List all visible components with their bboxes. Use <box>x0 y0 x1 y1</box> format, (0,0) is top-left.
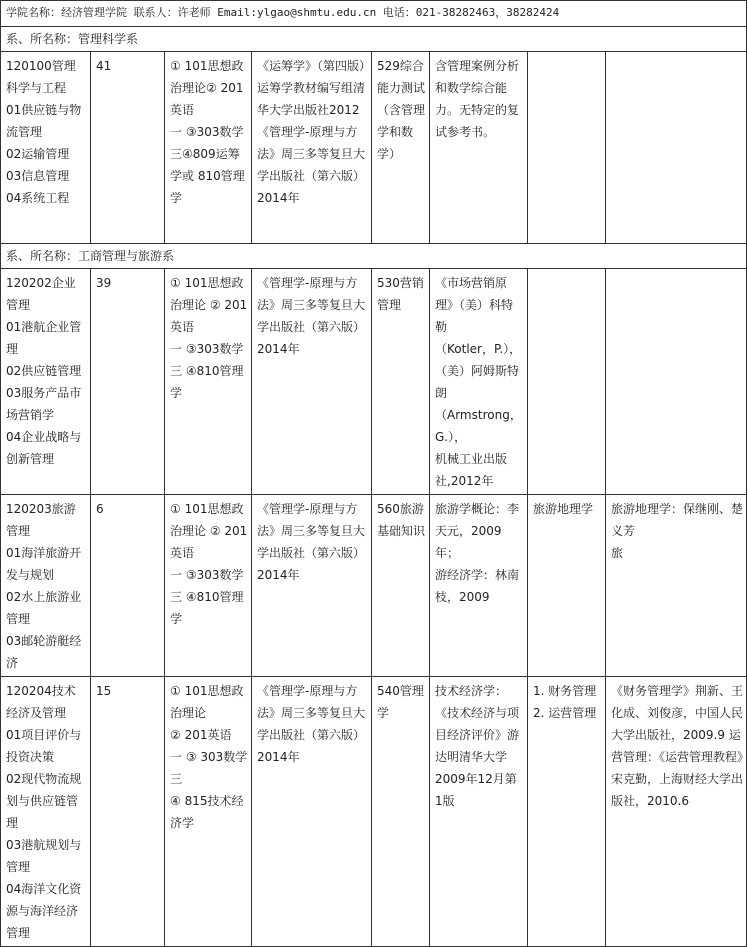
reference-books-cell <box>252 677 372 947</box>
exam-line: 一 ③303数学三④809运筹学或 810管理学 <box>170 125 245 205</box>
exam-subjects-cell <box>165 269 252 495</box>
extra-books-cell <box>606 495 747 677</box>
book-line: 《管理学-原理与方法》周三多等复旦大学出版社（第六版）2014年 <box>257 276 366 356</box>
major-line: 120202企业管理 <box>6 276 76 312</box>
extra-book-line: 《财务管理学》荆新、王化成、刘俊彦，中国人民大学出版社，2009.9 运营管理：《运营管理教程》宋克勤，上海财经大学出版社，2010.6 <box>611 684 744 808</box>
major-line: 01供应链与物流管理 <box>6 103 82 139</box>
exam-line: ① 101思想政治理论 ② 201英语 <box>170 502 248 560</box>
department-heading-management-science: 系、所名称：管理科学系 <box>1 27 747 52</box>
major-line: 02供应链管理 <box>6 364 82 378</box>
enrollment-count: 39 <box>91 269 165 495</box>
extra-subject-cell <box>528 677 606 947</box>
major-line: 120203旅游管理 <box>6 502 76 538</box>
retest-line: 560旅游基础知识 <box>377 502 426 538</box>
extra-book-line: 旅游地理学：保继刚、楚义芳 <box>611 502 744 538</box>
retest-books-cell <box>430 52 528 244</box>
exam-subjects-cell <box>165 677 252 947</box>
extra-books-cell <box>606 677 747 947</box>
major-line: 03服务产品市场营销学 <box>6 386 82 422</box>
major-line: 04系统工程 <box>6 191 70 205</box>
major-line: 01港航企业管理 <box>6 320 82 356</box>
major-cell <box>1 269 91 495</box>
retest-book-line: 技术经济学：《技术经济与项目经济评价》游达明清华大学2009年12月第1版 <box>435 684 520 808</box>
major-line: 04海洋文化资源与海洋经济管理 <box>6 882 82 940</box>
retest-book-line: （Kotler，P.）， <box>435 342 522 356</box>
enrollment-count: 15 <box>91 677 165 947</box>
extra-books-cell <box>606 269 747 495</box>
major-line: 01项目评价与投资决策 <box>6 728 82 764</box>
retest-line: 530营销管理 <box>377 276 424 312</box>
exam-line: ① 101思想政治理论 <box>170 684 244 720</box>
major-line: 03邮轮游艇经济 <box>6 634 82 670</box>
enrollment-count: 6 <box>91 495 165 677</box>
major-line: 02水上旅游业管理 <box>6 590 82 626</box>
major-line: 03港航规划与管理 <box>6 838 82 874</box>
book-line: 《管理学-原理与方法》周三多等复旦大学出版社（第六版）2014年 <box>257 502 366 582</box>
extra-subject-cell <box>528 495 606 677</box>
book-line: 《管理学-原理与方法》周三多等复旦大学出版社（第六版）2014年 <box>257 684 366 764</box>
department-heading-business-tourism: 系、所名称：工商管理与旅游系 <box>1 244 747 269</box>
reference-books-cell <box>252 269 372 495</box>
major-line: 02现代物流规划与供应链管理 <box>6 772 82 830</box>
exam-line: ② 201英语 <box>170 728 232 742</box>
exam-line: ① 101思想政治理论② 201英语 <box>170 59 244 117</box>
retest-subject-cell <box>372 52 430 244</box>
major-line: 04企业战略与创新管理 <box>6 430 82 466</box>
retest-book-line: 旅游学概论：李天元，2009年； <box>435 502 520 560</box>
retest-books-cell <box>430 677 528 947</box>
reference-books-cell <box>252 52 372 244</box>
major-cell <box>1 52 91 244</box>
exam-subjects-cell <box>165 52 252 244</box>
major-line: 120100管理科学与工程 <box>6 59 76 95</box>
exam-line: ① 101思想政治理论 ② 201英语 <box>170 276 248 334</box>
reference-books-cell <box>252 495 372 677</box>
retest-line: 540管理学 <box>377 684 424 720</box>
college-contact-header: 学院名称：经济管理学院 联系人：许老师 Email:ylgao@shmtu.edu.cn 电话：021-38282463，38282424 <box>1 1 747 27</box>
extra-subject-cell <box>528 269 606 495</box>
enrollment-count: 41 <box>91 52 165 244</box>
exam-line: 三 <box>170 772 183 786</box>
retest-book-line: 《市场营销原理》（美）科特勒 <box>435 276 514 334</box>
major-line: 03信息管理 <box>6 169 70 183</box>
exam-line: 一 ③ 303数学 <box>170 750 248 764</box>
major-line: 01海洋旅游开发与规划 <box>6 546 82 582</box>
extra-books-cell <box>606 52 747 244</box>
exam-line: 三 ④810管理学 <box>170 590 244 626</box>
retest-line: 529综合能力测试（含管理学和数学） <box>377 59 426 161</box>
retest-book-line: 机械工业出版社,2012年 <box>435 452 508 488</box>
major-cell <box>1 495 91 677</box>
major-cell <box>1 677 91 947</box>
retest-subject-cell <box>372 677 430 947</box>
extra-line: 1. 财务管理 2. 运营管理 <box>533 684 597 720</box>
retest-book-line: 含管理案例分析和数学综合能力。无特定的复试参考书。 <box>435 59 520 139</box>
major-line: 02运输管理 <box>6 147 70 161</box>
retest-book-line: 游经济学：林南枝，2009 <box>435 568 520 604</box>
retest-book-line: （Armstrong，G.）， <box>435 408 522 444</box>
retest-books-cell <box>430 269 528 495</box>
retest-book-line: （美）阿姆斯特朗 <box>435 364 520 400</box>
exam-line: 一 ③303数学 <box>170 568 244 582</box>
retest-books-cell <box>430 495 528 677</box>
exam-line: ④ 815技术经济学 <box>170 794 244 830</box>
extra-subject-cell <box>528 52 606 244</box>
extra-line: 旅游地理学 <box>533 502 594 516</box>
retest-subject-cell <box>372 495 430 677</box>
extra-book-line: 旅 <box>611 546 624 560</box>
retest-subject-cell <box>372 269 430 495</box>
book-line: 《运筹学》（第四版）运筹学教材编写组清华大学出版社2012 《管理学-原理与方法》周三多等复旦大学出版社（第六版）2014年 <box>257 59 366 205</box>
exam-line: 三 ④810管理学 <box>170 364 244 400</box>
exam-line: 一 ③303数学 <box>170 342 244 356</box>
exam-subjects-cell <box>165 495 252 677</box>
major-line: 120204技术经济及管理 <box>6 684 76 720</box>
